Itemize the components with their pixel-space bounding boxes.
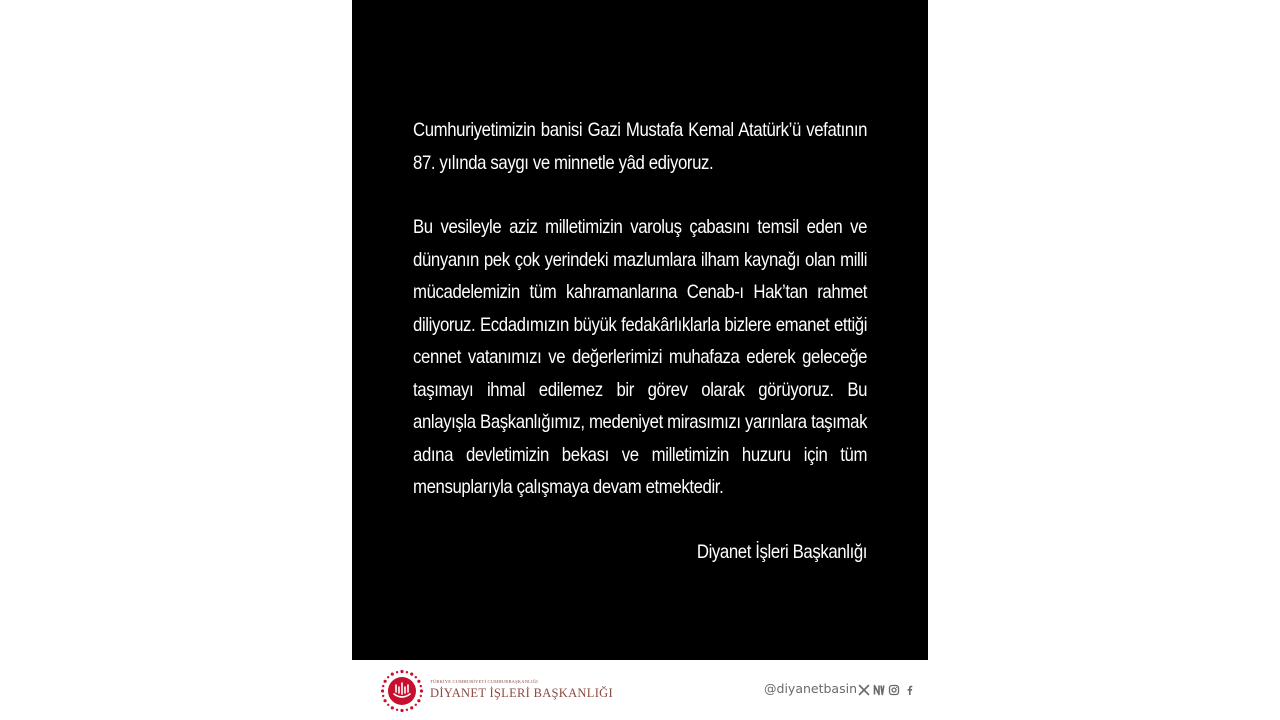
facebook-icon[interactable] bbox=[903, 683, 915, 695]
social-icons bbox=[858, 683, 915, 695]
message-body bbox=[413, 114, 867, 600]
paragraph-1: Cumhuriyetimizin banisi Gazi Mustafa Kemal Atatürk’ü vefatının 87. yılında saygı ve minnetle yâd ediyoruz. bbox=[413, 119, 868, 174]
org-subtitle: TÜRKİYE CUMHURİYETİ CUMHURBAŞKANLIĞI bbox=[430, 679, 538, 684]
nsosyal-icon[interactable] bbox=[873, 683, 885, 695]
post-card bbox=[352, 0, 928, 720]
org-name: DİYANET İŞLERİ BAŞKANLIĞI bbox=[430, 686, 613, 700]
instagram-icon[interactable] bbox=[888, 683, 900, 695]
social-handle: @diyanetbasin bbox=[764, 681, 857, 696]
footer bbox=[352, 660, 928, 720]
signature: Diyanet İşleri Başkanlığı bbox=[696, 540, 868, 563]
x-icon[interactable] bbox=[858, 683, 870, 695]
diyanet-seal-logo bbox=[380, 669, 424, 713]
message-panel bbox=[352, 0, 928, 660]
paragraph-2: Bu vesileyle aziz milletimizin varoluş çabasını temsil eden ve dünyanın pek çok yerindeki mazlumlara ilham kaynağı olan milli mücadelemizin tüm kahramanlarına Cenab-ı Hak’tan rahmet diliyoruz. Ecdadımızın büyük fedakârlıklarla bizlere emanet ettiği cennet vatanımızı ve değerlerimizi muhafaza ederek geleceğe taşımayı ihmal edilemez bir görev olarak görüyoruz. Bu anlayışla Başkanlığımız, medeniyet mirasımızı yarınlara taşımak adına devletimizin bekası ve milletimizin huzuru için tüm mensuplarıyla çalışmaya devam etmektedir. bbox=[413, 216, 868, 498]
